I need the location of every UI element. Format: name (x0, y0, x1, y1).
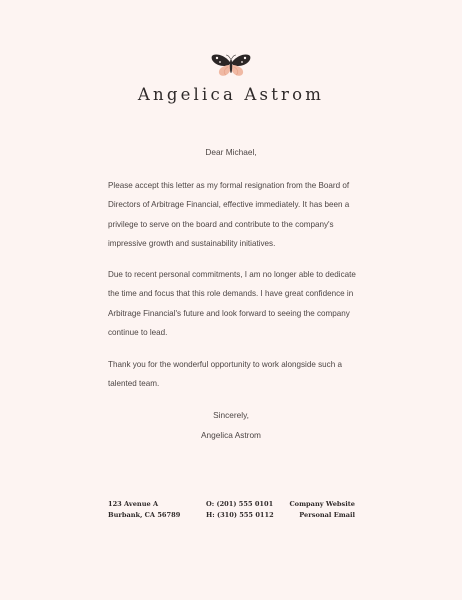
footer-address (108, 499, 180, 520)
signature: Angelica Astrom (201, 430, 261, 440)
company-website-link[interactable]: Company Website (289, 500, 355, 508)
salutation: Dear Michael, (205, 147, 257, 157)
body-paragraph-2: Due to recent personal commitments, I am no longer able to dedicate the time and focus that this role demands. I have great confidence in Arbitrage Financial's future and look forward to seeing the company continue to lead. (108, 270, 356, 338)
phone-office: O: (201) 555 0101 (206, 500, 274, 508)
butterfly-icon (210, 53, 252, 79)
closing: Sincerely, (213, 410, 249, 420)
footer-phones (206, 499, 274, 520)
sender-name: Angelica Astrom (137, 85, 325, 104)
address-line-1: 123 Avenue A (108, 500, 159, 508)
footer-links (289, 499, 355, 520)
body-paragraph-1: Please accept this letter as my formal resignation from the Board of Directors of Arbitrage Financial, effective immediately. It has been a privilege to serve on the board and contribute to the company's impressive growth and sustainability initiatives. (108, 181, 350, 249)
phone-home: H: (310) 555 0112 (206, 510, 274, 519)
body-paragraph-3: Thank you for the wonderful opportunity to work alongside such a talented team. (108, 360, 342, 389)
personal-email-link[interactable]: Personal Email (299, 510, 355, 519)
address-line-2: Burbank, CA 56789 (108, 510, 181, 519)
